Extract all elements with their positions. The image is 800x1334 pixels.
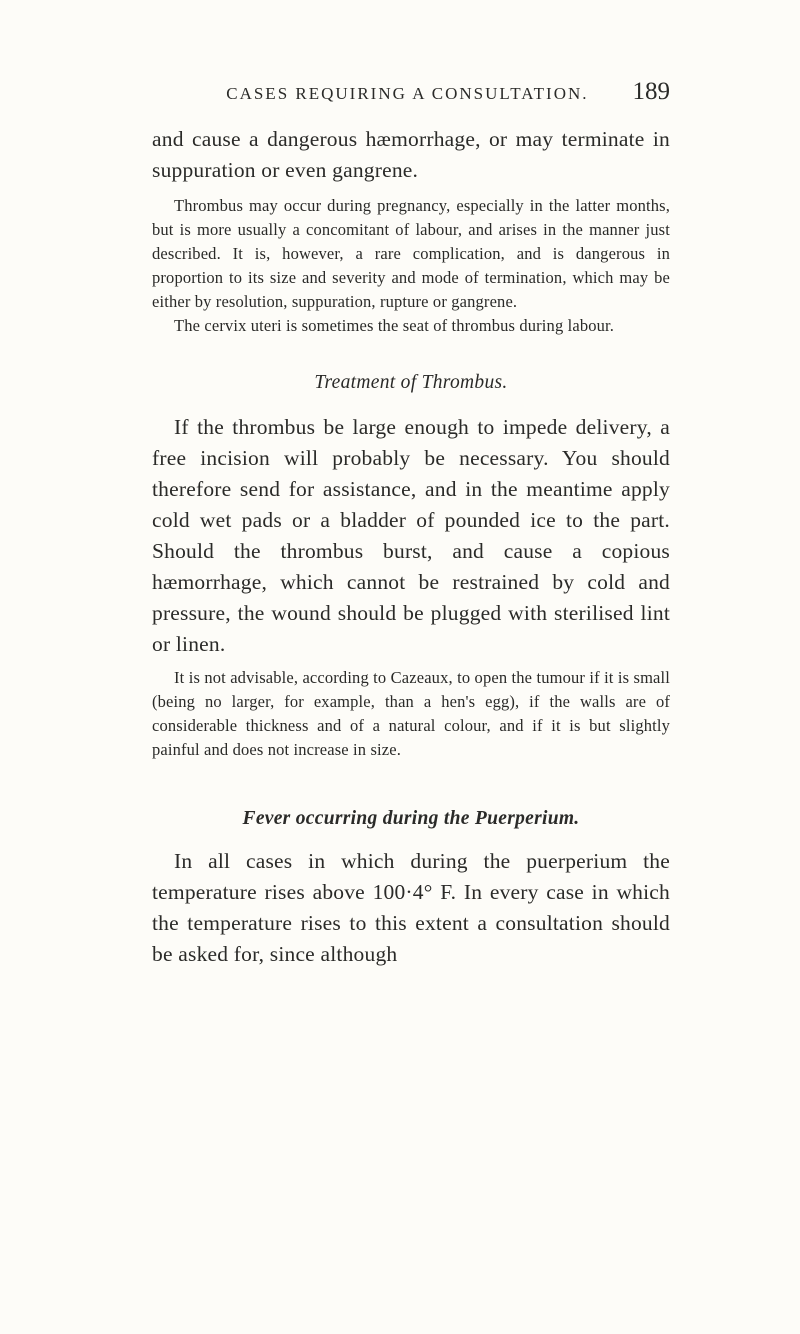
paragraph-thrombus-pregnancy: Thrombus may occur during pregnancy, especially in the latter months, but is more usually a concomitant of labour, and arises in the manner just described. It is, however, a rare complication, and is dangerous in proportion to its size and severity and mode of termination, which may be either by resolution, suppuration, rupture or gangrene. <box>152 196 670 311</box>
paragraph-cazeaux-note: It is not advisable, according to Cazeaux, to open the tumour if it is small (being no larger, for example, than a hen's egg), if the walls are of considerable thickness and of a natural colour, and if it is but slightly painful and does not increase in size. <box>152 668 670 759</box>
paragraph-fever: In all cases in which during the puerperium the temperature rises above 100·4° F. In every case in which the temperature rises to this extent a consultation should be asked for, since although <box>152 849 670 966</box>
section-heading-treatment: Treatment of Thrombus. <box>314 372 508 393</box>
page-number: 189 <box>632 78 670 105</box>
running-head <box>152 78 670 112</box>
running-head-title: CASES REQUIRING A CONSULTATION. <box>226 84 589 103</box>
section-heading-fever: Fever occurring during the Puerperium. <box>242 808 580 829</box>
paragraph-continued: and cause a dangerous hæmorrhage, or may terminate in suppuration or even gangrene. <box>152 127 670 182</box>
paragraph-treatment: If the thrombus be large enough to impede delivery, a free incision will probably be necessary. You should therefore send for assistance, and in the meantime apply cold wet pads or a bladder of pounded ice to the part. Should the thrombus burst, and cause a copious hæmorrhage, which cannot be restrained by cold and pressure, the wound should be plugged with sterilised lint or linen. <box>152 415 670 656</box>
paragraph-cervix-thrombus: The cervix uteri is sometimes the seat of thrombus during labour. <box>174 316 615 335</box>
